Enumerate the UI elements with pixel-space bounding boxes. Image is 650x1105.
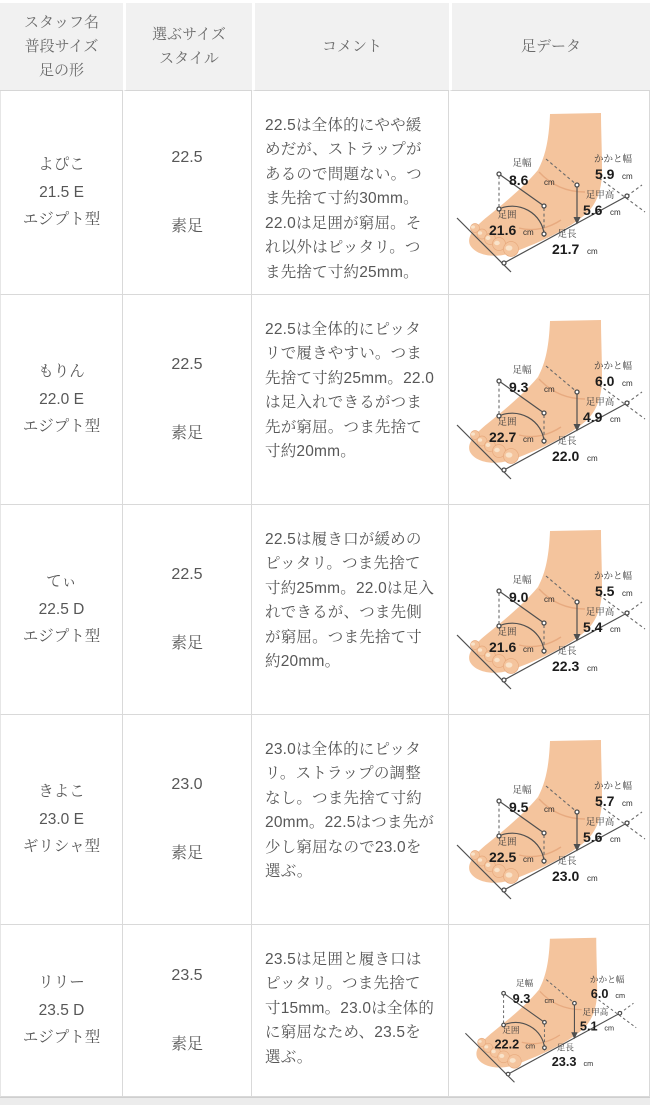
header-staff-line2: 普段サイズ — [24, 37, 99, 55]
staff-name: てぃ — [46, 572, 77, 590]
foot-width-label: 足幅 — [515, 977, 534, 988]
staff-name: よぴこ — [38, 155, 85, 173]
header-footdata-label: 足データ — [520, 37, 581, 55]
comment-cell — [252, 925, 449, 1097]
style-label: 素足 — [170, 218, 203, 235]
staff-name: リリー — [38, 973, 85, 991]
table-row — [0, 91, 650, 295]
foot-width-unit: cm — [544, 177, 555, 187]
foot-length-unit: cm — [587, 873, 598, 883]
foot-diagram — [449, 307, 649, 493]
foot-width-value: 9.3 — [512, 991, 531, 1007]
instep-height-label: 足甲高 — [585, 606, 615, 618]
selected-size: 22.5 — [171, 149, 203, 166]
staff-name: もりん — [38, 362, 85, 380]
header-comment-column — [252, 0, 449, 91]
size-cell — [123, 925, 252, 1097]
table-row — [0, 505, 650, 715]
comment-cell — [252, 295, 449, 505]
foot-length-value: 22.0 — [552, 447, 580, 464]
foot-diagram — [458, 926, 640, 1095]
comment-text: 23.0は全体的にピッタリ。ストラップの調整なし。つま先捨て寸約20mm。22.5はつま先が少し窮屈なので23.0を選ぶ。 — [265, 741, 435, 881]
comment-cell — [252, 91, 449, 295]
foot-width-value: 9.5 — [509, 798, 529, 815]
staff-cell — [0, 925, 123, 1097]
staff-foot-shape: エジプト型 — [22, 211, 101, 229]
table-row — [0, 295, 650, 505]
style-label: 素足 — [170, 845, 203, 862]
instep-height-value: 4.9 — [583, 408, 603, 425]
header-size-line1: 選ぶサイズ — [152, 25, 226, 43]
staff-foot-shape: ギリシャ型 — [22, 838, 101, 856]
foot-diagram — [449, 727, 649, 913]
heel-width-unit: cm — [622, 588, 633, 598]
foot-width-label: 足幅 — [512, 364, 532, 376]
foot-length-unit: cm — [587, 663, 598, 673]
size-cell — [123, 715, 252, 925]
instep-height-unit: cm — [610, 834, 621, 844]
foot-length-label: 足長 — [557, 855, 577, 867]
size-cell — [123, 91, 252, 295]
foot-girth-value: 22.2 — [494, 1036, 520, 1052]
comment-cell — [252, 715, 449, 925]
heel-width-unit: cm — [622, 171, 633, 181]
heel-width-label: かかと幅 — [593, 780, 633, 792]
style-label: 素足 — [170, 635, 203, 652]
next-section-header-partial — [0, 1097, 650, 1105]
staff-usual-size: 21.5 E — [39, 183, 84, 201]
foot-length-unit: cm — [587, 246, 598, 256]
heel-width-label: かかと幅 — [593, 153, 633, 165]
comment-text: 22.5は履き口が緩めのピッタリ。つま先捨て寸約25mm。22.0は足入れできるが、つま先側が窮屈。つま先捨て寸約20mm。 — [265, 531, 435, 671]
foot-data-cell — [449, 925, 650, 1097]
selected-size: 23.5 — [171, 967, 203, 984]
heel-width-value: 5.9 — [595, 165, 615, 182]
instep-height-unit: cm — [610, 624, 621, 634]
instep-height-value: 5.6 — [583, 201, 603, 218]
heel-width-unit: cm — [615, 990, 625, 1000]
foot-width-value: 9.0 — [509, 588, 529, 605]
staff-usual-size: 23.5 D — [38, 1001, 85, 1019]
instep-height-label: 足甲高 — [582, 1007, 609, 1018]
instep-height-value: 5.1 — [579, 1018, 598, 1034]
heel-width-value: 5.5 — [595, 582, 615, 599]
foot-girth-value: 21.6 — [489, 221, 517, 238]
table-row — [0, 715, 650, 925]
foot-width-value: 8.6 — [509, 171, 529, 188]
heel-width-unit: cm — [622, 378, 633, 388]
foot-data-cell — [449, 505, 650, 715]
staff-cell — [0, 715, 123, 925]
foot-length-label: 足長 — [557, 228, 577, 240]
foot-girth-label: 足囲 — [497, 626, 517, 638]
staff-usual-size: 23.0 E — [39, 810, 84, 828]
instep-height-unit: cm — [604, 1023, 615, 1033]
foot-width-label: 足幅 — [512, 574, 532, 586]
comment-text: 22.5は全体的にやや緩めだが、ストラップがあるので問題ない。つま先捨て寸約30mm。22.0は足囲が窮屈。それ以外はピッタリ。つま先捨て寸約25mm。 — [265, 117, 423, 281]
instep-height-value: 5.6 — [583, 828, 603, 845]
foot-length-value: 22.3 — [552, 657, 580, 674]
foot-data-cell — [449, 91, 650, 295]
foot-data-cell — [449, 715, 650, 925]
instep-height-label: 足甲高 — [585, 189, 615, 201]
foot-girth-unit: cm — [523, 227, 534, 237]
table-row — [0, 925, 650, 1097]
foot-girth-label: 足囲 — [497, 416, 517, 428]
staff-cell — [0, 505, 123, 715]
size-cell — [123, 295, 252, 505]
foot-girth-unit: cm — [525, 1041, 536, 1051]
foot-length-value: 23.3 — [551, 1053, 577, 1069]
instep-height-label: 足甲高 — [585, 816, 615, 828]
header-footdata-column — [449, 0, 650, 91]
instep-height-unit: cm — [610, 207, 621, 217]
selected-size: 23.0 — [171, 776, 203, 793]
selected-size: 22.5 — [171, 566, 203, 583]
foot-girth-unit: cm — [523, 854, 534, 864]
foot-length-unit: cm — [583, 1058, 594, 1068]
heel-width-label: かかと幅 — [593, 570, 633, 582]
staff-cell — [0, 91, 123, 295]
heel-width-unit: cm — [622, 798, 633, 808]
header-staff-line3: 足の形 — [38, 61, 84, 79]
foot-data-cell — [449, 295, 650, 505]
foot-girth-value: 22.5 — [489, 848, 517, 865]
foot-girth-unit: cm — [523, 644, 534, 654]
heel-width-label: かかと幅 — [593, 360, 633, 372]
foot-width-label: 足幅 — [512, 784, 532, 796]
foot-length-label: 足長 — [557, 645, 577, 657]
style-label: 素足 — [170, 425, 203, 442]
foot-length-value: 23.0 — [552, 867, 580, 884]
heel-width-value: 6.0 — [595, 372, 615, 389]
foot-girth-label: 足囲 — [497, 209, 517, 221]
foot-diagram — [449, 517, 649, 703]
foot-width-unit: cm — [544, 594, 555, 604]
staff-foot-shape: エジプト型 — [22, 1029, 101, 1047]
foot-width-unit: cm — [544, 384, 555, 394]
header-size-column — [123, 0, 252, 91]
heel-width-value: 5.7 — [595, 792, 615, 809]
header-staff-line1: スタッフ名 — [23, 13, 99, 31]
selected-size: 22.5 — [171, 356, 203, 373]
header-size-line2: スタイル — [159, 49, 219, 67]
foot-length-label: 足長 — [557, 435, 577, 447]
foot-girth-unit: cm — [523, 434, 534, 444]
staff-foot-shape: エジプト型 — [22, 418, 101, 436]
foot-length-label: 足長 — [556, 1042, 574, 1053]
staff-cell — [0, 295, 123, 505]
staff-usual-size: 22.5 D — [38, 600, 85, 618]
foot-girth-label: 足囲 — [497, 836, 517, 848]
foot-girth-label: 足囲 — [502, 1025, 520, 1036]
comment-text: 23.5は足囲と履き口はピッタリ。つま先捨て寸15mm。23.0は全体的に窮屈なため、23.5を選ぶ。 — [265, 951, 435, 1066]
table-header — [0, 0, 650, 91]
size-cell — [123, 505, 252, 715]
foot-width-unit: cm — [544, 804, 555, 814]
foot-width-value: 9.3 — [509, 378, 529, 395]
foot-diagram — [449, 100, 649, 286]
foot-width-label: 足幅 — [512, 157, 532, 169]
style-label: 素足 — [170, 1036, 203, 1053]
heel-width-value: 6.0 — [590, 985, 609, 1001]
header-staff-column — [0, 0, 123, 91]
header-comment-label: コメント — [321, 37, 382, 55]
heel-width-label: かかと幅 — [589, 974, 625, 985]
comment-text: 22.5は全体的にピッタリで履きやすい。つま先捨て寸約25mm。22.0は足入れできるがつま先が窮屈。つま先捨て寸約20mm。 — [265, 321, 435, 461]
staff-name: きよこ — [38, 782, 85, 800]
foot-width-unit: cm — [544, 996, 555, 1006]
foot-girth-value: 21.6 — [489, 638, 517, 655]
foot-length-value: 21.7 — [552, 240, 580, 257]
staff-foot-shape: エジプト型 — [22, 628, 101, 646]
instep-height-value: 5.4 — [583, 618, 603, 635]
foot-girth-value: 22.7 — [489, 428, 517, 445]
comment-cell — [252, 505, 449, 715]
instep-height-label: 足甲高 — [585, 396, 615, 408]
foot-length-unit: cm — [587, 453, 598, 463]
instep-height-unit: cm — [610, 414, 621, 424]
staff-usual-size: 22.0 E — [39, 390, 84, 408]
